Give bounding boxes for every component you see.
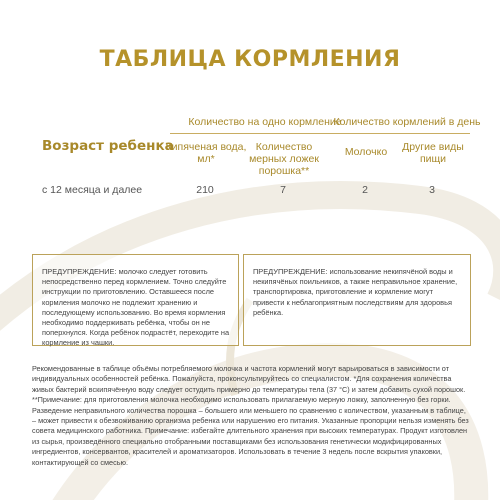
- column-header-milk: Молочко: [344, 146, 388, 158]
- page-title: ТАБЛИЦА КОРМЛЕНИЯ: [99, 47, 401, 72]
- age-column-header: Возраст ребенка: [42, 138, 174, 154]
- group-header-per-feeding-underline: [170, 133, 346, 134]
- column-header-scoops: Количество мерных ложек порошка**: [249, 141, 319, 177]
- column-header-water: Кипяченая вода, мл*: [165, 141, 247, 165]
- table-cell-other-food: 3: [429, 184, 435, 196]
- group-header-per-feeding: Количество на одно кормление: [188, 116, 342, 128]
- group-header-per-day: Количество кормлений в день: [333, 116, 481, 128]
- warning-text-left: ПРЕДУПРЕЖДЕНИЕ: молочко следует готовить непосредственно перед кормлением. Точно следуйте инструкции по приготовлению. Оставшееся после кормления молочко не подлежит хранению и последующему использованию. Во время кормления необходимо поддерживать ребёнка, чтобы он не поперхнулся. Когда ребёнок подрастёт, переходите на кормление из чашки.: [42, 267, 230, 348]
- column-header-other-food: Другие виды пищи: [402, 141, 464, 165]
- warning-text-right: ПРЕДУПРЕЖДЕНИЕ: использование некипячёной воды и некипячёных поильников, а также неправильное хранение, транспортировка, приготовление и кормление могут привести к неблагоприятным последствиям для здоровья ребёнка.: [253, 267, 458, 317]
- table-cell-water: 210: [196, 184, 214, 196]
- table-cell-scoops: 7: [280, 184, 286, 196]
- group-header-per-day-underline: [340, 133, 470, 134]
- table-cell-milk: 2: [362, 184, 368, 196]
- footnote-text: Рекомендованные в таблице объёмы потребляемого молочка и частота кормлений могут варьироваться в зависимости от индивидуальных особенностей ребёнка. Пожалуйста, проконсультируйтесь со специалистом. *Для сохранения количества живых бактерий вскипячённую воду следует остудить примерно до температуры тела (37 °С) и затем добавить сухой порошок. **Примечание: для приготовления молочка необходимо использовать прилагаемую мерную ложку, заполненную без горки. Разведение неправильного количества порошка – большего или меньшего по сравнению с количеством, указанным в таблице, – может привести к обезвоживанию организма ребенка или нарушению его питания. Указанные пропорции нельзя изменять без совета медицинского работника. Примечание: избегайте длительного хранения при высоких температурах. Продукт изготовлен из сырья, произведённого специально отобранными поставщиками без использования генетически модифицированных ингредиентов, консервантов, красителей и ароматизаторов. Использовать в течение 3 недель после вскрытия упаковки, контактирующей со смесью.: [32, 364, 469, 467]
- table-row-age: с 12 месяца и далее: [42, 184, 143, 196]
